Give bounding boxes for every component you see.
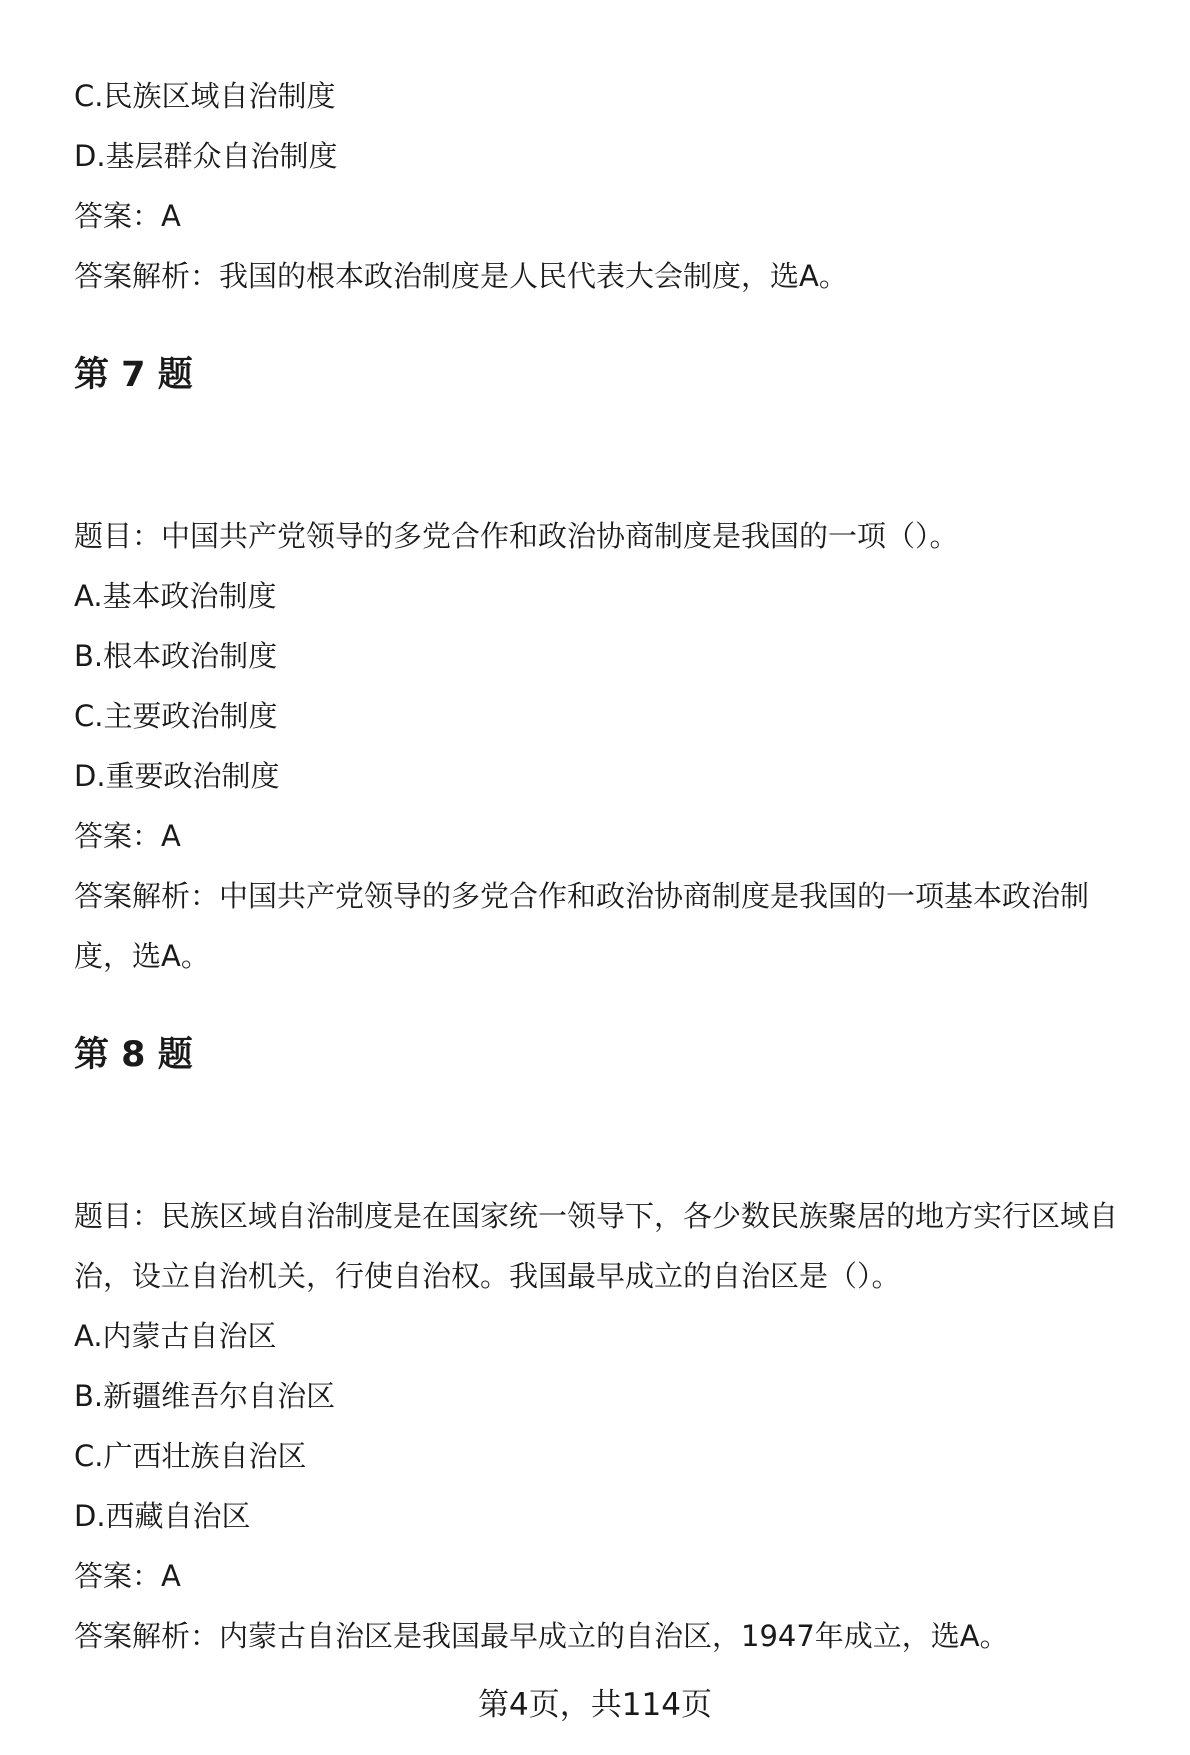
q8-option-d: D.西藏自治区 <box>74 1499 251 1533</box>
q6-answer: 答案：A <box>74 199 181 233</box>
q7-option-b: B.根本政治制度 <box>74 639 278 673</box>
q7-heading: 第 7 题 <box>74 355 193 395</box>
q6-option-c: C.民族区域自治制度 <box>74 79 336 113</box>
q8-question-line1: 题目：民族区域自治制度是在国家统一领导下，各少数民族聚居的地方实行区域自 <box>74 1199 1119 1233</box>
q7-explanation-line1: 答案解析：中国共产党领导的多党合作和政治协商制度是我国的一项基本政治制 <box>74 879 1090 913</box>
q7-option-a: A.基本政治制度 <box>74 579 277 613</box>
q8-option-b: B.新疆维吾尔自治区 <box>74 1379 336 1413</box>
q6-option-d: D.基层群众自治制度 <box>74 139 338 173</box>
q7-option-c: C.主要政治制度 <box>74 699 278 733</box>
q8-explanation: 答案解析：内蒙古自治区是我国最早成立的自治区，1947年成立，选A。 <box>74 1619 1009 1653</box>
q7-answer: 答案：A <box>74 819 181 853</box>
q7-option-d: D.重要政治制度 <box>74 759 280 793</box>
q7-question: 题目：中国共产党领导的多党合作和政治协商制度是我国的一项（）。 <box>74 519 959 553</box>
q8-answer: 答案：A <box>74 1559 181 1593</box>
q8-option-a: A.内蒙古自治区 <box>74 1319 277 1353</box>
q8-option-c: C.广西壮族自治区 <box>74 1439 307 1473</box>
q8-heading: 第 8 题 <box>74 1035 193 1075</box>
q8-question-line2: 治，设立自治机关，行使自治权。我国最早成立的自治区是（）。 <box>74 1259 901 1293</box>
q7-explanation-line2: 度，选A。 <box>74 939 210 973</box>
page-indicator: 第4页，共114页 <box>478 1687 712 1723</box>
q6-explanation: 答案解析：我国的根本政治制度是人民代表大会制度，选A。 <box>74 259 848 293</box>
